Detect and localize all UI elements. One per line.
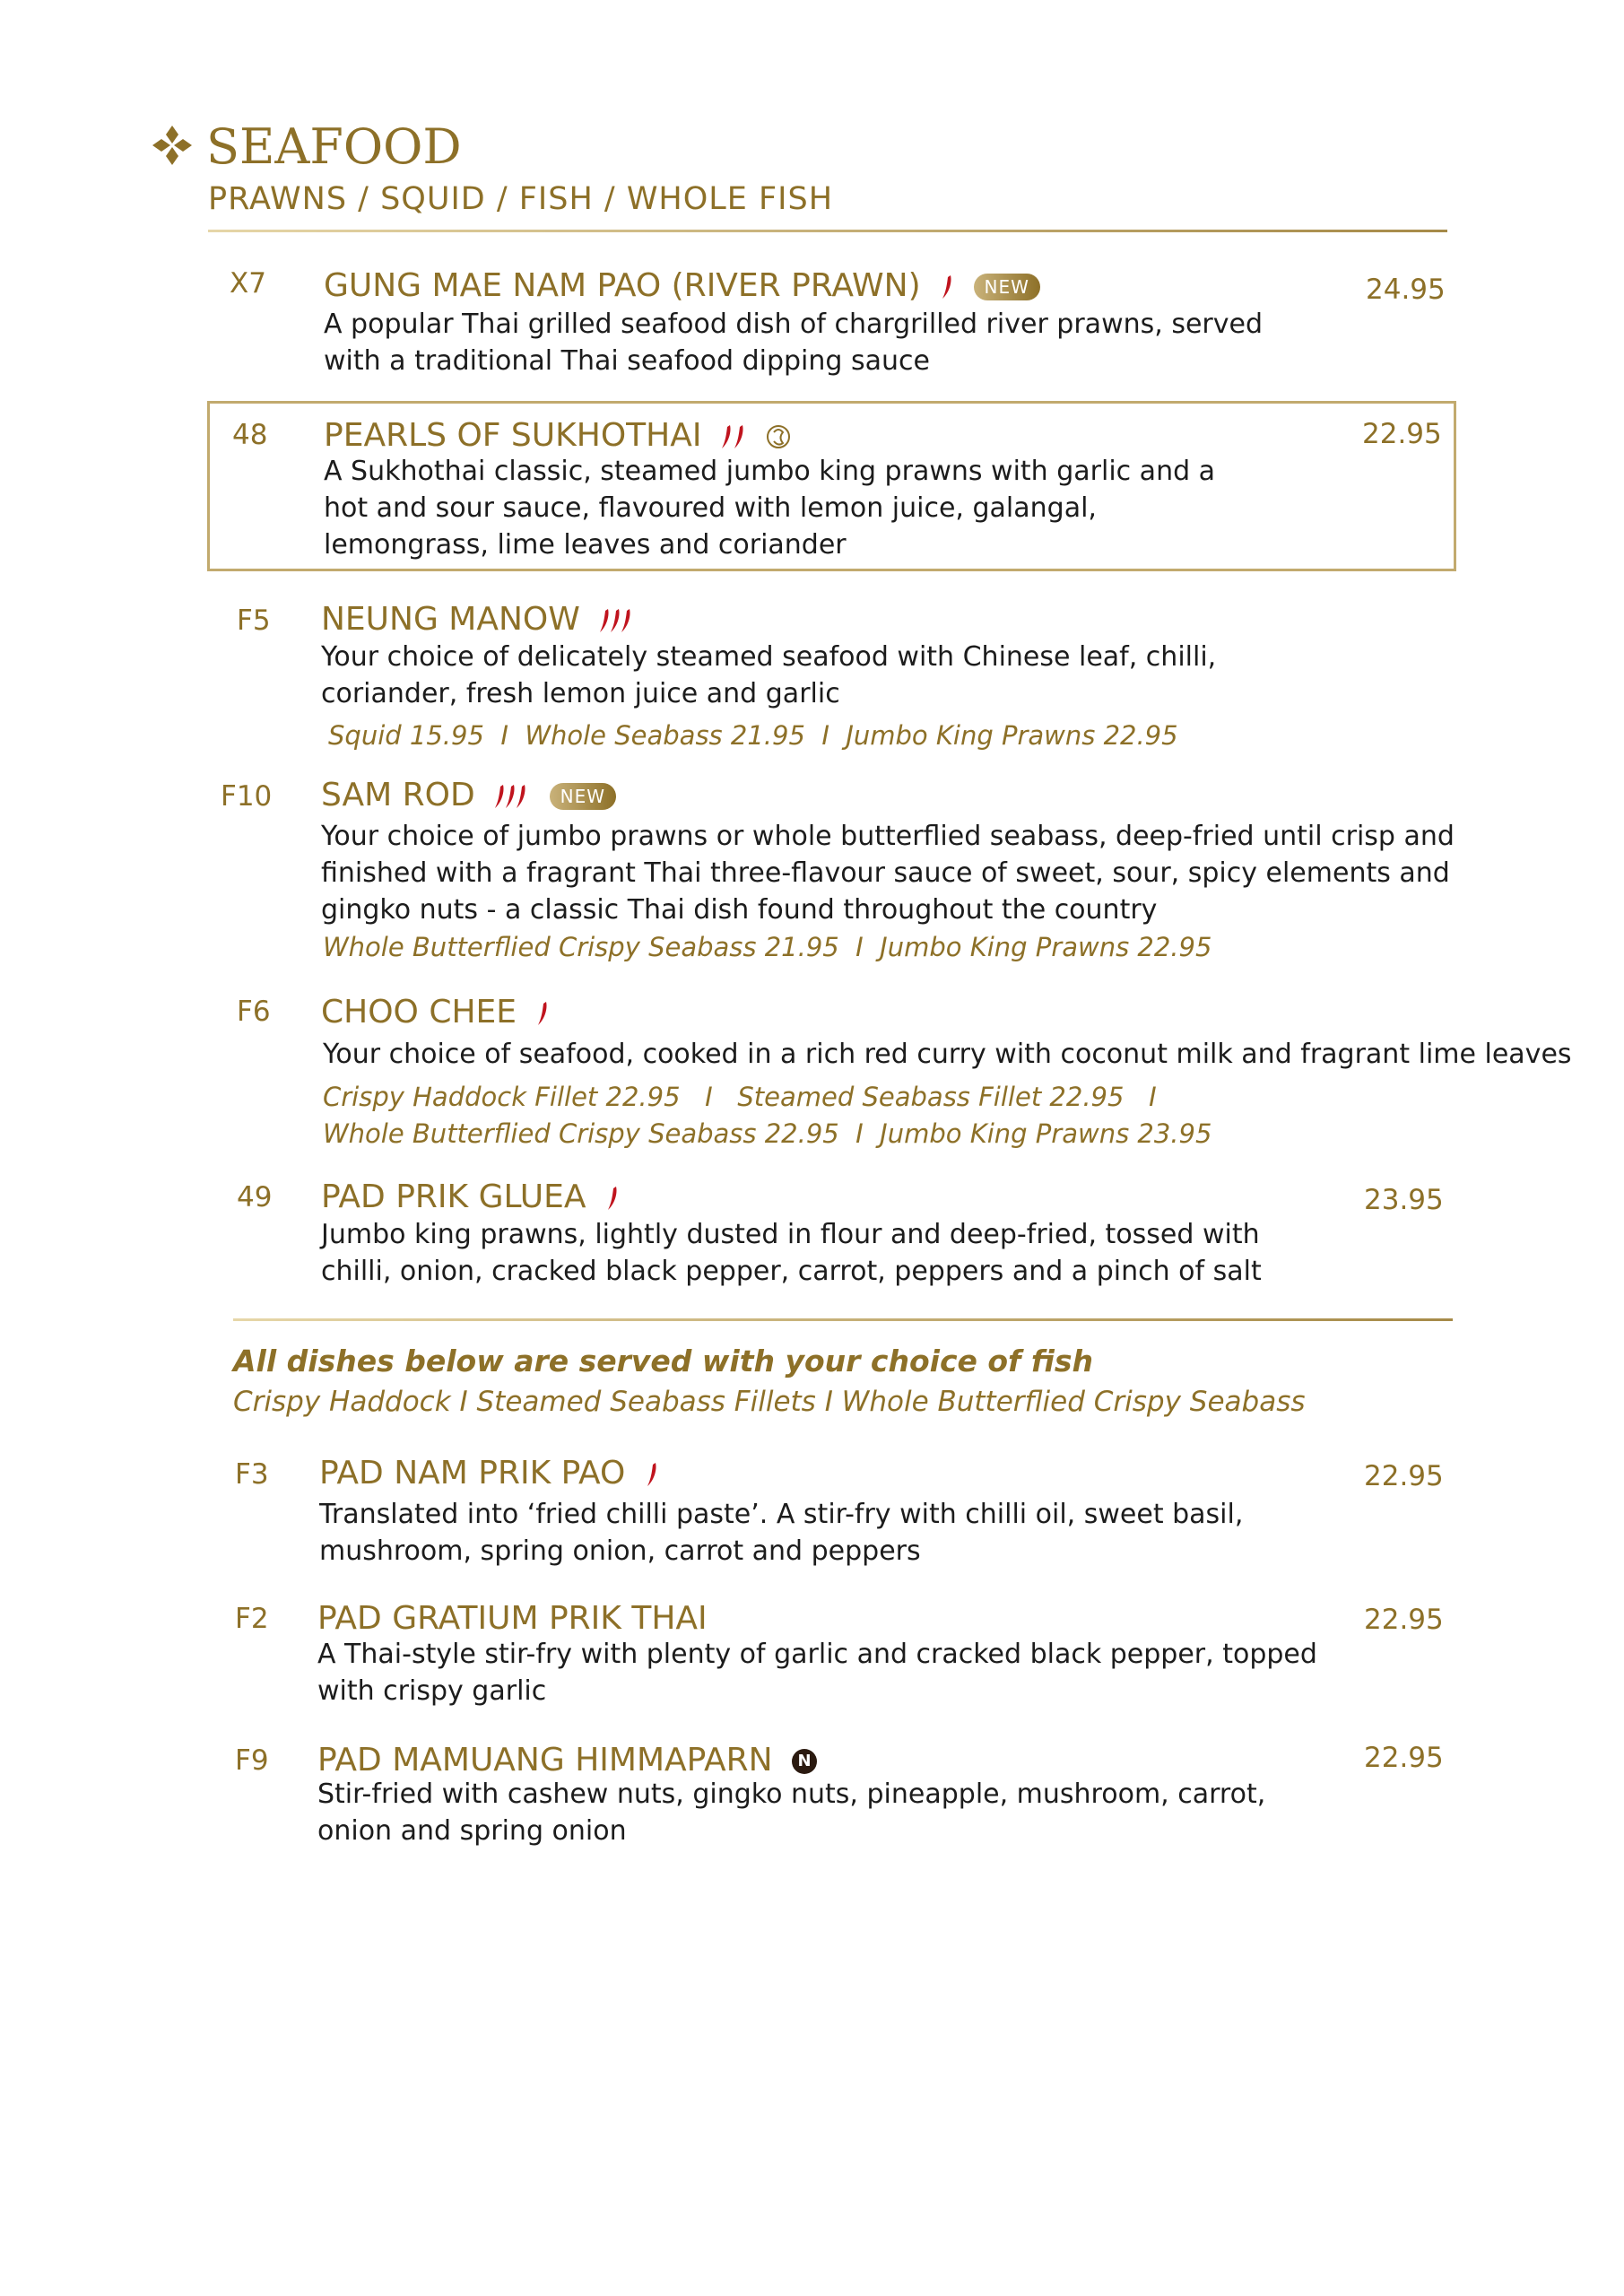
item-code: F6: [237, 996, 271, 1028]
item-price: 24.95: [1366, 274, 1446, 306]
item-name-text: PAD NAM PRIK PAO: [319, 1455, 626, 1492]
item-description: A Sukhothai classic, steamed jumbo king prawns with garlic and a hot and sour sauce, flavoured with lemon juice, galangal, lemongrass, lime leaves and coriander: [324, 456, 1216, 561]
item-code: F2: [235, 1603, 269, 1635]
item-description: A popular Thai grilled seafood dish of chargrilled river prawns, served with a traditional Thai seafood dipping sauce: [324, 309, 1263, 377]
item-description: Your choice of seafood, cooked in a rich red curry with coconut milk and fragrant lime leaves: [323, 1039, 1572, 1070]
item-name-text: PEARLS OF SUKHOTHAI: [324, 417, 702, 454]
chili-icon: [535, 1000, 550, 1027]
item-name: [321, 1178, 620, 1215]
item-name: [317, 1600, 708, 1637]
item-name-text: SAM ROD: [321, 777, 475, 813]
item-description: A Thai-style stir-fry with plenty of garlic and cracked black pepper, topped with crispy garlic: [317, 1639, 1317, 1707]
chili-icon: [645, 1461, 659, 1488]
fish-choice-note: All dishes below are served with your choice of fish: [233, 1344, 1093, 1378]
item-code: F10: [221, 780, 273, 813]
item-options: Squid 15.95 I Whole Seabass 21.95 I Jumbo King Prawns 22.95: [328, 720, 1178, 751]
item-name: [319, 1455, 659, 1492]
item-price: 22.95: [1364, 1604, 1444, 1636]
item-name-text: PAD GRATIUM PRIK THAI: [317, 1600, 708, 1637]
new-badge: NEW: [550, 783, 616, 810]
item-description: Translated into ‘fried chilli paste’. A stir-fry with chilli oil, sweet basil, mushroom, spring onion, carrot and peppers: [319, 1499, 1244, 1567]
section-divider: [233, 1318, 1453, 1321]
chili-icon: [605, 1185, 620, 1212]
item-code: 48: [232, 419, 268, 451]
item-options: Whole Butterflied Crispy Seabass 22.95 I Jumbo King Prawns 23.95: [323, 1118, 1212, 1149]
item-price: 22.95: [1364, 1742, 1444, 1774]
diamond-ornament-icon: [149, 122, 195, 169]
item-name: [317, 1742, 817, 1779]
item-name: [321, 601, 635, 638]
item-name-text: CHOO CHEE: [321, 994, 517, 1031]
item-description: Your choice of delicately steamed seafood with Chinese leaf, chilli, coriander, fresh lemon juice and garlic: [321, 641, 1217, 709]
item-name-text: PAD MAMUANG HIMMAPARN: [317, 1742, 773, 1779]
page-title: SEAFOOD: [206, 118, 462, 175]
item-name-text: NEUNG MANOW: [321, 601, 580, 638]
chili-icon: [494, 783, 530, 810]
item-price: 23.95: [1364, 1184, 1444, 1216]
header-divider: [208, 230, 1447, 232]
item-name: [324, 417, 792, 454]
item-code: F9: [235, 1744, 269, 1777]
chili-icon: [721, 423, 746, 450]
item-options: Whole Butterflied Crispy Seabass 21.95 I Jumbo King Prawns 22.95: [323, 932, 1212, 962]
fish-choice-options: Crispy Haddock I Steamed Seabass Fillets I Whole Butterflied Crispy Seabass: [233, 1386, 1306, 1418]
item-name-text: GUNG MAE NAM PAO (RIVER PRAWN): [324, 267, 921, 304]
item-description: Your choice of jumbo prawns or whole butterflied seabass, deep-fried until crisp and finished with a fragrant Thai three-flavour sauce of sweet, sour, spicy elements and gingko nuts - a classic Thai dish found throughout the country: [321, 821, 1455, 926]
item-description: Jumbo king prawns, lightly dusted in flour and deep-fried, tossed with chilli, onion, cracked black pepper, carrot, peppers and a pinch of salt: [321, 1219, 1262, 1287]
item-price: 22.95: [1364, 1460, 1444, 1492]
signature-icon: [765, 423, 792, 450]
nuts-icon: N: [792, 1749, 817, 1774]
item-description: Stir-fried with cashew nuts, gingko nuts, pineapple, mushroom, carrot, onion and spring onion: [317, 1779, 1266, 1847]
chili-icon: [599, 607, 635, 634]
item-price: 22.95: [1362, 418, 1442, 450]
item-code: F5: [237, 604, 271, 637]
page-subtitle: PRAWNS / SQUID / FISH / WHOLE FISH: [208, 181, 834, 217]
item-name: [321, 994, 550, 1031]
item-name: [324, 267, 1040, 304]
item-options: Crispy Haddock Fillet 22.95 I Steamed Seabass Fillet 22.95 I: [323, 1082, 1157, 1112]
item-code: F3: [235, 1458, 269, 1491]
item-name: [321, 777, 616, 813]
item-code: 49: [237, 1181, 273, 1213]
chili-icon: [940, 274, 954, 300]
new-badge: NEW: [974, 274, 1040, 300]
item-name-text: PAD PRIK GLUEA: [321, 1178, 586, 1215]
item-code: X7: [230, 267, 266, 300]
